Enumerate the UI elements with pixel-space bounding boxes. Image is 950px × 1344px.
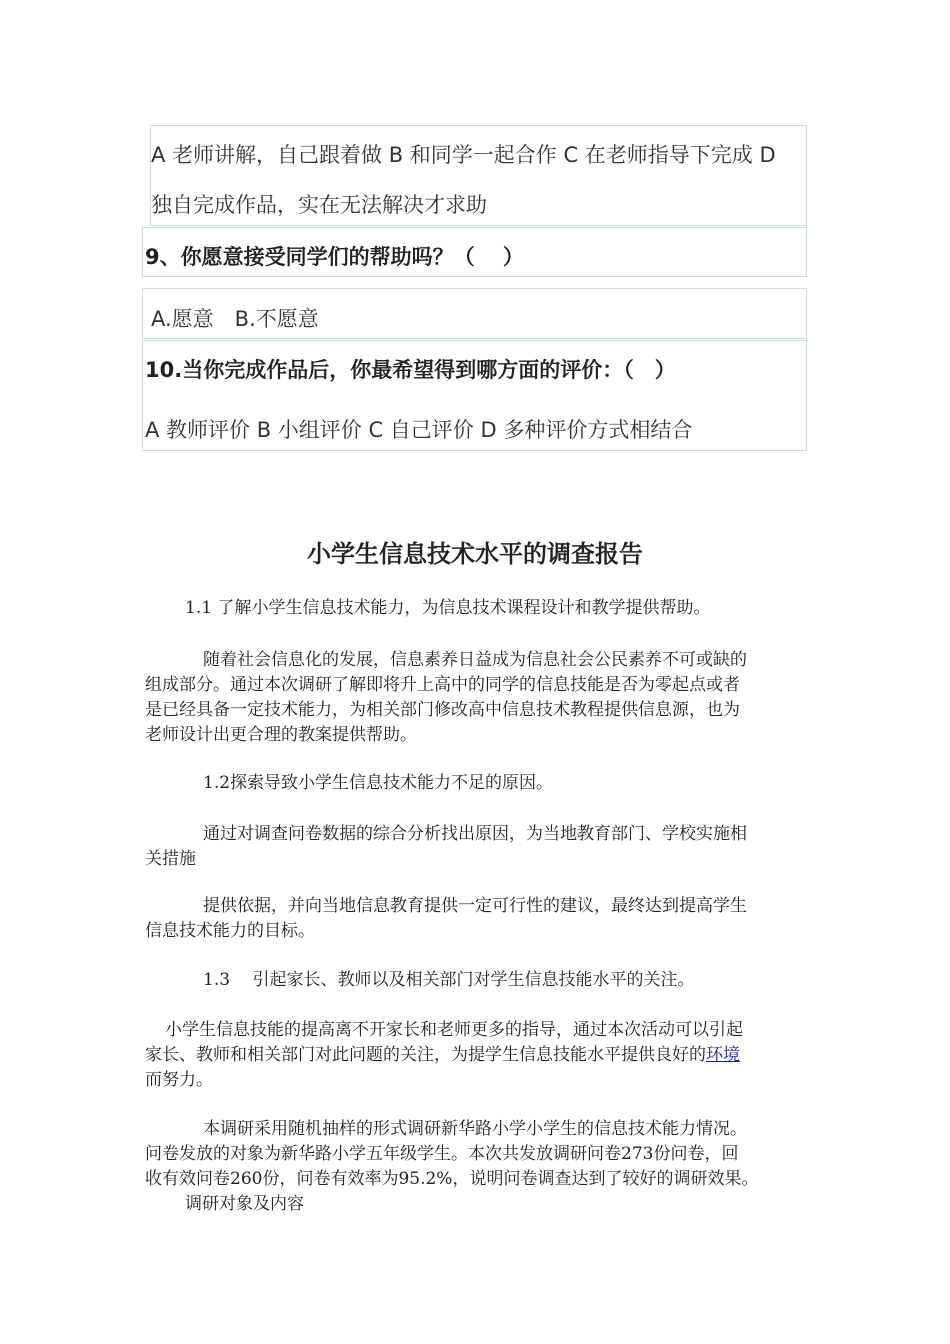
paragraph-1	[145, 648, 810, 748]
paragraph-5-line: 问卷发放的对象为新华路小学五年级学生。本次共发放调研问卷273份问卷，回	[145, 1144, 739, 1164]
section-1-2-heading: 1.2探索导致小学生信息技术能力不足的原因。	[203, 773, 554, 793]
paragraph-2-line: 关措施	[145, 849, 196, 869]
section-1-3-heading: 1.3 引起家长、教师以及相关部门对学生信息技能水平的关注。	[203, 970, 695, 990]
paragraph-5-line: 本调研采用随机抽样的形式调研新华路小学小学生的信息技术能力情况。	[203, 1119, 747, 1139]
paragraph-1-line: 是已经具备一定技术能力，为相关部门修改高中信息技术教程提供信息源，也为	[145, 700, 740, 720]
paragraph-5-line: 收有效问卷260份，问卷有效率为95.2%，说明问卷调查达到了较好的调研效果。	[145, 1169, 759, 1189]
q9-question: 9、你愿意接受同学们的帮助吗？（ ）	[145, 245, 524, 269]
paragraph-4-line: 而努力。	[145, 1070, 213, 1090]
q9-options: A.愿意 B.不愿意	[151, 307, 319, 331]
q8-options-line2: 独自完成作品，实在无法解决才求助	[151, 193, 487, 217]
section-label: 调研对象及内容	[185, 1194, 304, 1214]
paragraph-4	[145, 1018, 810, 1093]
paragraph-3-line: 信息技术能力的目标。	[145, 921, 315, 941]
paragraph-3	[145, 894, 810, 944]
paragraph-5	[145, 1117, 810, 1192]
q10-question: 10.当你完成作品后，你最希望得到哪方面的评价：（ ）	[145, 358, 676, 382]
paragraph-3-line: 提供依据，并向当地信息教育提供一定可行性的建议，最终达到提高学生	[203, 896, 747, 916]
paragraph-2-line: 通过对调查问卷数据的综合分析找出原因，为当地教育部门、学校实施相	[203, 824, 747, 844]
paragraph-1-line: 老师设计出更合理的教案提供帮助。	[145, 725, 417, 745]
paragraph-1-line: 组成部分。通过本次调研了解即将升上高中的同学的信息技能是否为零起点或者	[145, 675, 740, 695]
paragraph-2	[145, 822, 810, 872]
paragraph-4-line: 小学生信息技能的提高离不开家长和老师更多的指导，通过本次活动可以引起	[165, 1020, 743, 1040]
section-1-1-heading: 1.1 了解小学生信息技术能力，为信息技术课程设计和教学提供帮助。	[185, 598, 711, 618]
q8-options-line1: A 老师讲解，自己跟着做 B 和同学一起合作 C 在老师指导下完成 D	[151, 143, 776, 167]
paragraph-4-text: 家长、教师和相关部门对此问题的关注，为提学生信息技能水平提供良好的	[145, 1045, 706, 1065]
paragraph-4-line	[145, 1043, 810, 1068]
environment-link[interactable]: 环境	[706, 1045, 740, 1065]
report-title: 小学生信息技术水平的调查报告	[307, 540, 643, 568]
paragraph-1-line: 随着社会信息化的发展，信息素养日益成为信息社会公民素养不可或缺的	[203, 650, 747, 670]
q10-options: A 教师评价 B 小组评价 C 自己评价 D 多种评价方式相结合	[145, 418, 693, 442]
